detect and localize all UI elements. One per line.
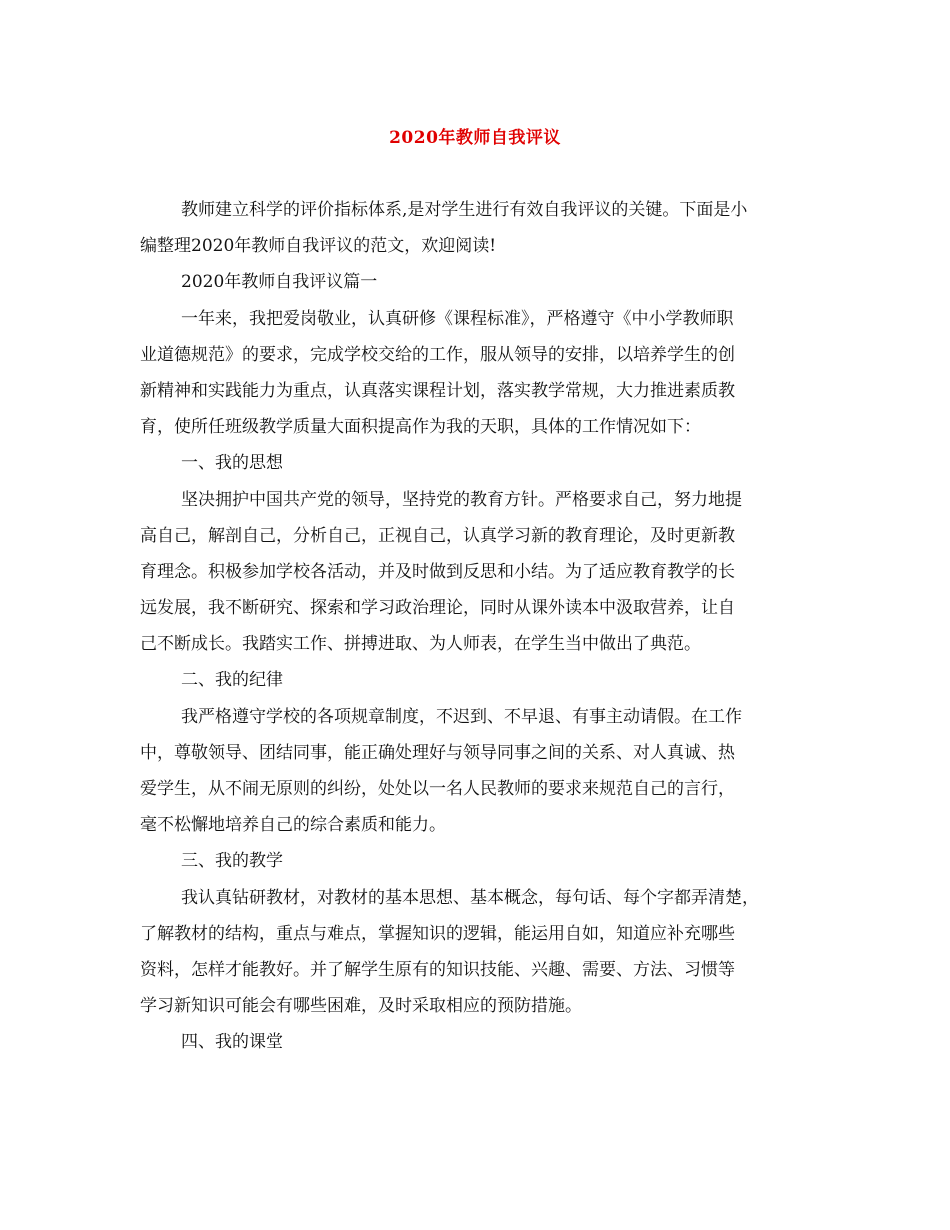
intro-line-2: 编整理2020年教师自我评议的范文，欢迎阅读! bbox=[140, 236, 497, 257]
teaching-line-4: 学习新知识可能会有哪些困难，及时采取相应的预防措施。 bbox=[140, 996, 582, 1017]
thought-line-4: 远发展，我不断研究、探索和学习政治理论，同时从课外读本中汲取营养，让自 bbox=[140, 598, 735, 619]
thought-line-2: 高自己，解剖自己，分析自己，正视自己，认真学习新的教育理论，及时更新教 bbox=[140, 525, 735, 546]
overview-line-4: 育，使所任班级教学质量大面积提高作为我的天职，具体的工作情况如下： bbox=[140, 417, 701, 438]
discipline-line-4: 毫不松懈地培养自己的综合素质和能力。 bbox=[140, 815, 446, 836]
section-heading-discipline: 二、我的纪律 bbox=[181, 670, 283, 691]
document-body bbox=[140, 192, 808, 1061]
document-title: 2020年教师自我评议 bbox=[389, 128, 561, 148]
section-heading-classroom: 四、我的课堂 bbox=[181, 1032, 283, 1053]
discipline-line-1: 我严格遵守学校的各项规章制度，不迟到、不早退、有事主动请假。在工作 bbox=[181, 706, 742, 727]
intro-line-1: 教师建立科学的评价指标体系,是对学生进行有效自我评议的关键。下面是小 bbox=[181, 200, 748, 220]
section-heading-thought: 一、我的思想 bbox=[181, 453, 283, 474]
section-heading-essay-one: 2020年教师自我评议篇一 bbox=[181, 272, 378, 293]
discipline-line-3: 爱学生，从不闹无原则的纠纷，处处以一名人民教师的要求来规范自己的言行， bbox=[140, 779, 735, 799]
thought-line-1: 坚决拥护中国共产党的领导，坚持党的教育方针。严格要求自己，努力地提 bbox=[181, 489, 742, 510]
overview-line-1: 一年来，我把爱岗敬业，认真研修《课程标准》，严格遵守《中小学教师职 bbox=[181, 308, 734, 329]
teaching-line-3: 资料，怎样才能教好。并了解学生原有的知识技能、兴趣、需要、方法、习惯等 bbox=[140, 959, 735, 980]
thought-line-3: 育理念。积极参加学校各活动，并及时做到反思和小结。为了适应教育教学的长 bbox=[140, 561, 735, 582]
teaching-line-1: 我认真钻研教材，对教材的基本思想、基本概念，每句话、每个字都弄清楚， bbox=[181, 887, 759, 908]
overview-line-2: 业道德规范》的要求，完成学校交给的工作，服从领导的安排，以培养学生的创 bbox=[140, 344, 735, 365]
overview-line-3: 新精神和实践能力为重点，认真落实课程计划，落实教学常规，大力推进素质教 bbox=[140, 380, 735, 401]
thought-line-5: 己不断成长。我踏实工作、拼搏进取、为人师表，在学生当中做出了典范。 bbox=[140, 634, 701, 655]
teaching-line-2: 了解教材的结构，重点与难点，掌握知识的逻辑，能运用自如，知道应补充哪些 bbox=[140, 923, 735, 944]
section-heading-teaching: 三、我的教学 bbox=[181, 851, 283, 872]
discipline-line-2: 中，尊敬领导、团结同事，能正确处理好与领导同事之间的关系、对人真诚、热 bbox=[140, 742, 735, 763]
